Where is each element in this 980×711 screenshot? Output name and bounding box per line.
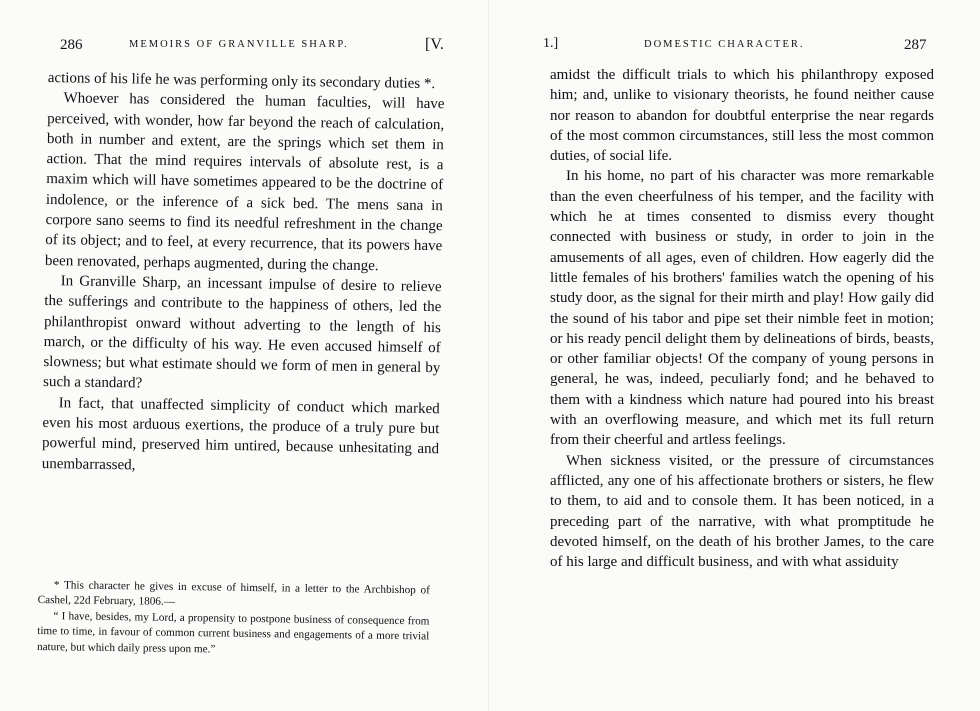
left-paragraph-4: In fact, that unaffected simplicity of conduct which marked even his most arduous exertions, the produce of a truly pure but powerful mind, preserved him untired, because unhesitating and unembarrassed, (41, 394, 440, 474)
left-running-title: MEMOIRS OF GRANVILLE SHARP. (129, 39, 349, 50)
footnote-line-2: “ I have, besides, my Lord, a propensity to postpone business of consequence from time to time, in favour of common current business and engagements of a more trivial nature, but which daily press upon me.” (36, 610, 430, 656)
right-paragraph-2: In his home, no part of his character was more remarkable than the even cheerfulness of his temper, and the facility with which he at times consented to dismiss every thought connected with business or study, in order to join in the amusements of all ages, even of children. How eagerly did the little females of his brothers' families watch the opening of his study door, as the signal for their mirth and play! How gaily did the sound of his tabor and pipe set their nimble feet in motion; or his ready pencil delight them by delineations of birds, beasts, or other familiar objects! Of the company of young persons in general, he was, indeed, peculiarly fond; and he behaved to them with a kindness which nature had poured into his breast with an overflowing measure, and which met its full return from their cheerful and artless feelings. (550, 168, 934, 449)
left-page-number: 286 (60, 37, 83, 53)
left-page-body (42, 68, 445, 480)
right-page (490, 0, 980, 711)
left-section-marker: [V. (425, 36, 444, 53)
left-paragraph-1: actions of his life he was performing only its secondary duties *. (47, 69, 436, 93)
right-page-number: 287 (904, 37, 927, 53)
right-page-body (550, 65, 934, 572)
right-running-title: DOMESTIC CHARACTER. (644, 39, 805, 50)
footnote (37, 578, 430, 660)
left-paragraph-2: Whoever has considered the human faculties, will have perceived, with wonder, how far beyond the reach of calculation, both in number and extent, are the springs which set them in action. That the mind requires intervals of absolute rest, is a maxim which will have sometimes appeared to be the doctrine of indolence, or the inference of a sick bed. The mens sana in corpore sano seems to find its needful refreshment in the change of its object; and to feel, at every recurrence, that its powers have been renovated, perhaps augmented, during the change. (44, 90, 445, 274)
footnote-line-1: * This character he gives in excuse of himself, in a letter to the Archbishop of Cashel, 22d February, 1806.— (37, 579, 430, 609)
right-paragraph-1: amidst the difficult trials to which his philanthropy exposed him; and, unlike to visionary theorists, he found neither cause nor reason to abandon for doubtful enterprise the near regards of the most common circumstances, still less the most common duties, of social life. (550, 67, 934, 165)
right-paragraph-3: When sickness visited, or the pressure of circumstances afflicted, any one of his affectionate brothers or sisters, he flew to them, to aid and to console them. It has been noticed, in a preceding part of the narrative, with what promptitude he devoted himself, on the death of his brother James, to the care of his large and difficult business, and with what assiduity (550, 452, 934, 571)
left-paragraph-3: In Granville Sharp, an incessant impulse of desire to relieve the sufferings and contribute to the happiness of others, led the philanthropist onward without adverting to the length of his march, or the difficulty of his way. He even accused himself of slowness; but what estimate should we form of men in general by such a standard? (42, 273, 442, 392)
right-section-marker: 1.] (543, 36, 559, 51)
